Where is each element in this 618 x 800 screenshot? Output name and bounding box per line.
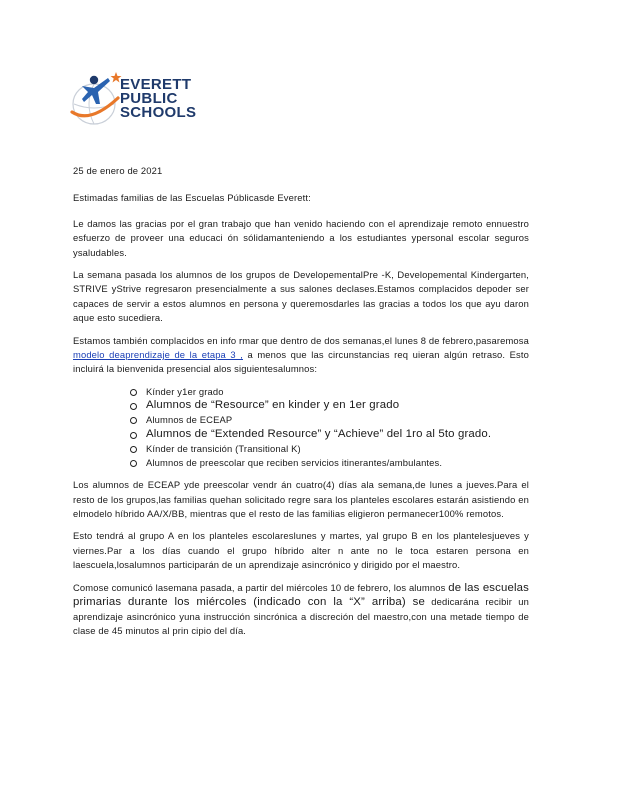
paragraph-3-start: Estamos también complacidos en info rmar que dentro de dos semanas,el lunes 8 de febrero,pasaremosa (73, 334, 529, 346)
paragraph-6-line-2: de las escuelas primarias durante los miércoles (indicado con la “X” arriba) se (73, 581, 529, 609)
paragraph-3-end: a menos que las circunstancias req uieran algún retraso. Esto incluirá la bienvenida presencial alos siguientesalumnos: (73, 349, 530, 375)
paragraph-6 (73, 581, 529, 639)
paragraph-2: La semana pasada los alumnos de los grupos de DevelopementalPre -K, Developemental Kindergarten, STRIVE yStrive regresaron presencialmente a sus salones declases.Estamos complacidos depoder ser capaces de servir a estos alumnos en persona y queremosdarles las gracias a todos los que ayu daron aque esto sucediera. (73, 269, 529, 324)
paragraph-5: Esto tendrá al grupo A en los planteles escolareslunes y martes, yal grupo B en los plantelesjueves y viernes.Par a los días cuando el grupo híbrido alter n ante no le toca estaren persona en laescuela,losalumnos participarán de un aprendizaje asincrónico y dirigido por el maestro. (73, 530, 529, 571)
paragraph-4: Los alumnos de ECEAP yde preescolar vendr án cuatro(4) días ala semana,de lunes a jueves.Para el resto de los grupos,las familias quehan solicitado regre sara los planteles escolares estarán asistiendo en elmodelo híbrido AA/X/BB, mientras que el resto de las familias eligieron permanecer100% remotos. (73, 479, 529, 520)
list-item: Kínder de transición (Transitional K) (130, 442, 529, 456)
logo-line-2: PUBLIC (120, 90, 178, 107)
paragraph-1: Le damos las gracias por el gran trabajo que han venido haciendo con el aprendizaje remoto ennuestro esfuerzo de proveer una educaci ón sólidamanteniendo a los estudiantes ypersonal escolar seguros ysaludables. (73, 217, 529, 258)
paragraph-6-line-3: dedicarána recibir un aprendizaje asincrónico yuna instrucción sincrónica a discreción del maestro,con una metade tiempo de clase de 45 minutos al prin cipio del día. (73, 596, 529, 636)
letter-body (73, 164, 529, 646)
paragraph-3 (73, 334, 529, 377)
logo-wordmark (120, 78, 196, 120)
list-item: Alumnos de ECEAP (130, 413, 529, 427)
letter-greeting: Estimadas familias de las Escuelas Públicasde Everett: (73, 192, 311, 204)
learning-model-link[interactable]: modelo deaprendizaje de la etapa 3 , (73, 349, 243, 361)
logo-line-3: SCHOOLS (120, 104, 197, 121)
student-group-list (73, 385, 529, 469)
list-item: Alumnos de “Extended Resource” y “Achieve” del 1ro al 5to grado. (130, 427, 529, 442)
list-item: Alumnos de preescolar que reciben servicios itinerantes/ambulantes. (130, 456, 529, 470)
list-item: Kínder y1er grado (130, 385, 529, 399)
paragraph-6-line-1: Comose comunicó lasemana pasada, a partir del miércoles 10 de febrero, los alumnos (73, 581, 446, 593)
list-item: Alumnos de “Resource” en kinder y en 1er grado (130, 398, 529, 413)
district-logo (70, 68, 240, 130)
letter-date: 25 de enero de 2021 (73, 165, 163, 176)
logo-line-1: EVERETT (120, 76, 192, 93)
student-star-globe-icon (70, 68, 126, 130)
